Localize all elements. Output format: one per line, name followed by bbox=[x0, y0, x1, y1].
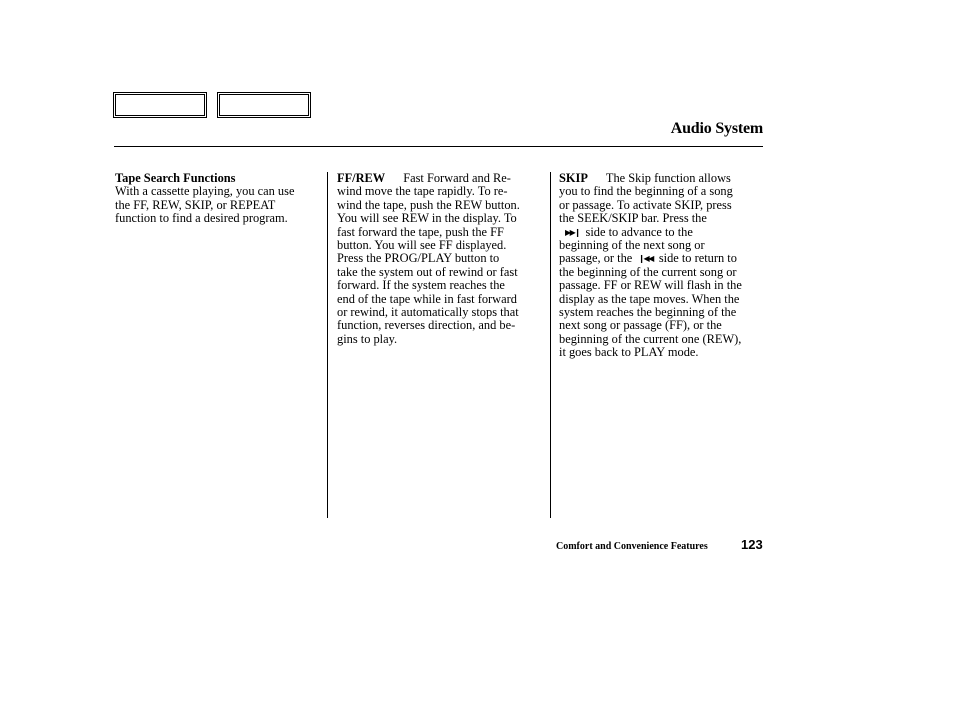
body-line: forward. If the system reaches the bbox=[337, 278, 505, 293]
skip-back-icon: ❙◀◀ bbox=[638, 254, 653, 264]
body-line: passage. FF or REW will flash in the bbox=[559, 278, 742, 293]
body-line: the beginning of the current song or bbox=[559, 264, 737, 279]
body-text: side to advance to the bbox=[585, 224, 693, 239]
body-line: the FF, REW, SKIP, or REPEAT bbox=[115, 197, 276, 212]
ff-rew-section bbox=[337, 172, 544, 346]
body-line: take the system out of rewind or fast bbox=[337, 264, 518, 279]
page-title: Audio System bbox=[670, 120, 763, 137]
body-line: fast forward the tape, push the FF bbox=[337, 224, 504, 239]
previous-page-button[interactable] bbox=[113, 92, 207, 118]
body-line: it goes back to PLAY mode. bbox=[559, 345, 699, 360]
ff-rew-heading: FF/REW bbox=[337, 171, 386, 185]
skip-forward-icon: ▶▶❙ bbox=[565, 227, 580, 237]
body-line: Fast Forward and Re- bbox=[403, 171, 511, 185]
body-line: end of the tape while in fast forward bbox=[337, 291, 517, 306]
body-line: or rewind, it automatically stops that bbox=[337, 305, 519, 320]
tape-search-section bbox=[115, 172, 321, 226]
body-line: Press the PROG/PLAY button to bbox=[337, 251, 500, 266]
body-line: gins to play. bbox=[337, 331, 398, 346]
body-line: With a cassette playing, you can use bbox=[115, 184, 295, 199]
header-rule bbox=[114, 146, 763, 147]
next-page-button[interactable] bbox=[217, 92, 311, 118]
body-line: beginning of the next song or bbox=[559, 238, 705, 253]
body-line: wind move the tape rapidly. To re- bbox=[337, 184, 508, 199]
body-line: system reaches the beginning of the bbox=[559, 305, 737, 320]
skip-heading: SKIP bbox=[559, 171, 588, 185]
body-line: wind the tape, push the REW button. bbox=[337, 197, 520, 212]
skip-first-line bbox=[559, 172, 765, 185]
body-line: you to find the beginning of a song bbox=[559, 184, 733, 199]
skip-section bbox=[559, 172, 765, 360]
body-text: side to return to bbox=[658, 251, 737, 266]
column-divider bbox=[550, 172, 551, 518]
body-text: passage, or the bbox=[559, 251, 633, 266]
body-line: display as the tape moves. When the bbox=[559, 291, 740, 306]
page-number: 123 bbox=[741, 537, 763, 552]
body-line: function to find a desired program. bbox=[115, 211, 288, 226]
body-line: or passage. To activate SKIP, press bbox=[559, 197, 732, 212]
body-line: function, reverses direction, and be- bbox=[337, 318, 516, 333]
body-line: the SEEK/SKIP bar. Press the bbox=[559, 211, 707, 226]
body-line: The Skip function allows bbox=[605, 171, 731, 185]
tape-search-heading: Tape Search Functions bbox=[115, 171, 236, 185]
body-line: button. You will see FF displayed. bbox=[337, 238, 507, 253]
column-divider bbox=[327, 172, 328, 518]
body-line bbox=[559, 226, 765, 239]
footer-section-title: Comfort and Convenience Features bbox=[556, 541, 708, 552]
body-line: beginning of the current one (REW), bbox=[559, 331, 742, 346]
body-line: next song or passage (FF), or the bbox=[559, 318, 722, 333]
body-line bbox=[559, 252, 765, 265]
ff-rew-first-line bbox=[337, 172, 544, 185]
body-line: You will see REW in the display. To bbox=[337, 211, 517, 226]
